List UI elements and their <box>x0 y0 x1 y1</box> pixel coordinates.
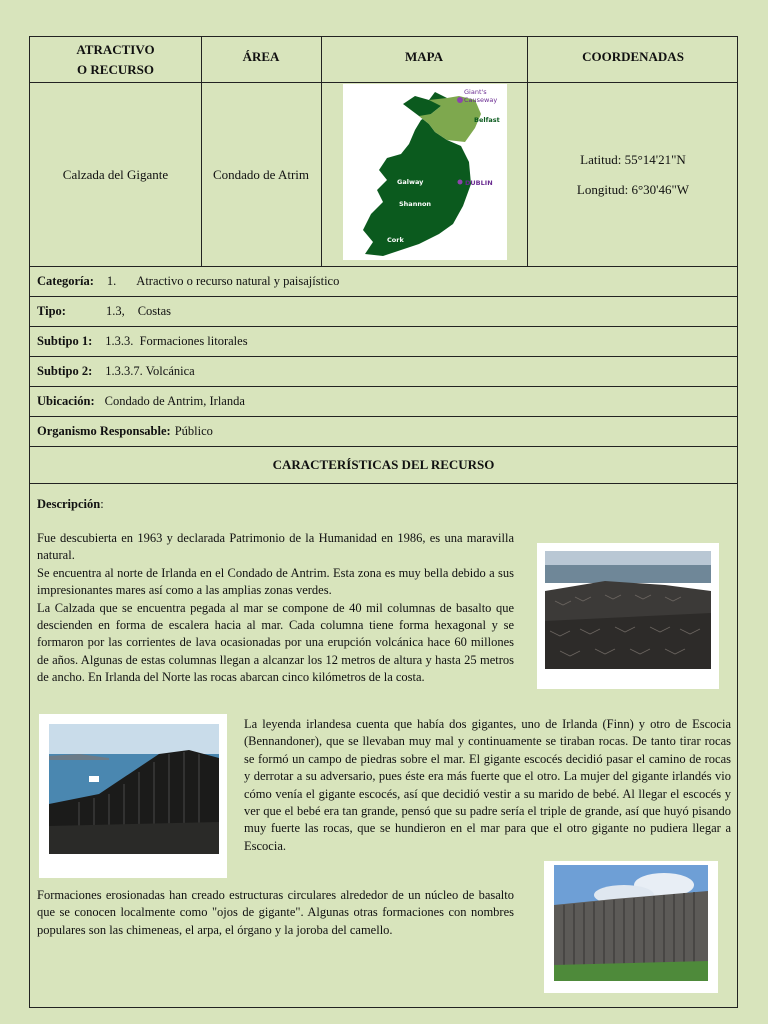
ireland-map <box>343 84 507 260</box>
paragraph-2: Se encuentra al norte de Irlanda en el Condado de Antrim. Esta zona es muy bella debido a sus impresionantes mares así como a las amplias zonas verdes. <box>37 565 514 598</box>
ubicacion-value: Condado de Antrim, Irlanda <box>104 394 245 408</box>
section-title-row <box>30 447 737 484</box>
map-label-giants: Giant's <box>464 88 487 96</box>
organismo-field <box>37 417 213 446</box>
organismo-label: Organismo Responsable: <box>37 424 171 438</box>
causeway-photo-2 <box>39 714 227 878</box>
descripcion-label: Descripción <box>37 497 101 511</box>
ireland-map-graphic <box>343 84 507 260</box>
area-name: Condado de Atrim <box>212 167 310 182</box>
paragraph-3: La Calzada que se encuentra pegada al mar se compone de 40 mil columnas de basalto que descienden en forma de escalera hacia al mar. Cada columna tiene forma hexagonal y se formaron por las corrientes de lava ocasionadas por una erupción volcánica hace 60 millones de años. Algunas de estas columnas llegan a alcanzar los 12 metros de altura y hasta 25 metros de ancho. En Irlanda del Norte las rocas abarcan cinco kilómetros de la costa. <box>37 600 514 685</box>
header-coordinates: COORDENADAS <box>582 49 684 64</box>
latitude: Latitud: 55°14'21"N <box>580 152 686 167</box>
subtipo1-label: Subtipo 1: <box>37 334 93 348</box>
causeway-photo-3 <box>544 861 718 993</box>
subtipo1-row <box>30 327 737 357</box>
map-label-shannon: Shannon <box>399 200 432 208</box>
paragraph-1: Fue descubierta en 1963 y declarada Patrimonio de la Humanidad en 1986, es una maravilla natural. <box>37 531 514 563</box>
formations-text: Formaciones erosionadas han creado estructuras circulares alrededor de un núcleo de basalto que se conocen localmente como "ojos de gigante". Algunas otras formaciones con nombres populares son las chimeneas, el arpa, el órgano y la joroba del camello. <box>37 888 514 937</box>
coordinates-cell <box>527 83 739 267</box>
organismo-value: Público <box>174 424 213 438</box>
resource-sheet <box>29 36 738 1008</box>
header-resource: ATRACTIVO O RECURSO <box>76 42 155 77</box>
organismo-row <box>30 417 737 447</box>
subtipo1-value: 1.3.3. Formaciones litorales <box>105 334 248 348</box>
categoria-number: 1. <box>106 274 117 288</box>
map-label-galway: Galway <box>397 178 424 186</box>
ubicacion-label: Ubicación: <box>37 394 95 408</box>
causeway-photo-2-graphic <box>49 724 219 854</box>
legend-text: La leyenda irlandesa cuenta que había dos gigantes, uno de Irlanda (Finn) y otro de Escocia (Bennandoner), que se llevaban muy mal y continuamente se tiraban rocas. De tanto tirar rocas se formó un campo de piedras sobre el mar. El gigante escocés decidió pasar el camino de rocas y derrotar a su adversario, pues éste era más fuerte que el otro. La mujer del gigante irlandés vio cómo venía el gigante escocés, así que decidió vestir a su marido de bebé. Al llegar el escocés y ver que el bebé era tan grande, pensó que su padre sería el triple de grande, así que huyó pisando muy fuerte las rocas, que se hundieron en el mar para que el otro gigante no pudiera llegar a Escocia. <box>244 717 731 853</box>
longitude: Longitud: 6°30'46"W <box>576 182 690 197</box>
subtipo1-field <box>37 327 248 356</box>
section-title: CARACTERÍSTICAS DEL RECURSO <box>272 457 495 472</box>
header-map: MAPA <box>404 49 444 64</box>
subtipo2-row <box>30 357 737 387</box>
causeway-photo-1-graphic <box>545 551 711 669</box>
description-text <box>37 530 514 687</box>
resource-name: Calzada del Gigante <box>62 167 169 182</box>
map-label-cork: Cork <box>387 236 404 244</box>
tipo-field <box>37 297 171 326</box>
subtipo2-field <box>37 357 195 386</box>
ubicacion-row <box>30 387 737 417</box>
categoria-row <box>30 267 737 297</box>
causeway-photo-3-graphic <box>554 865 708 981</box>
causeway-photo-1 <box>537 543 719 689</box>
tipo-value: Costas <box>137 304 172 318</box>
map-label-causeway: Causeway <box>464 96 498 104</box>
descripcion-heading: Descripción: <box>37 497 104 511</box>
ubicacion-field <box>37 387 245 416</box>
map-label-dublin: DUBLIN <box>465 179 493 187</box>
tipo-label: Tipo: <box>37 304 66 318</box>
tipo-number: 1.3, <box>105 304 125 318</box>
subtipo2-label: Subtipo 2: <box>37 364 93 378</box>
categoria-label: Categoría: <box>37 274 94 288</box>
categoria-field <box>37 267 339 296</box>
categoria-value: Atractivo o recurso natural y paisajístico <box>136 274 340 288</box>
map-label-belfast: Belfast <box>474 116 500 124</box>
subtipo2-value: 1.3.3.7. Volcánica <box>105 364 195 378</box>
tipo-row <box>30 297 737 327</box>
header-area: ÁREA <box>242 49 280 64</box>
